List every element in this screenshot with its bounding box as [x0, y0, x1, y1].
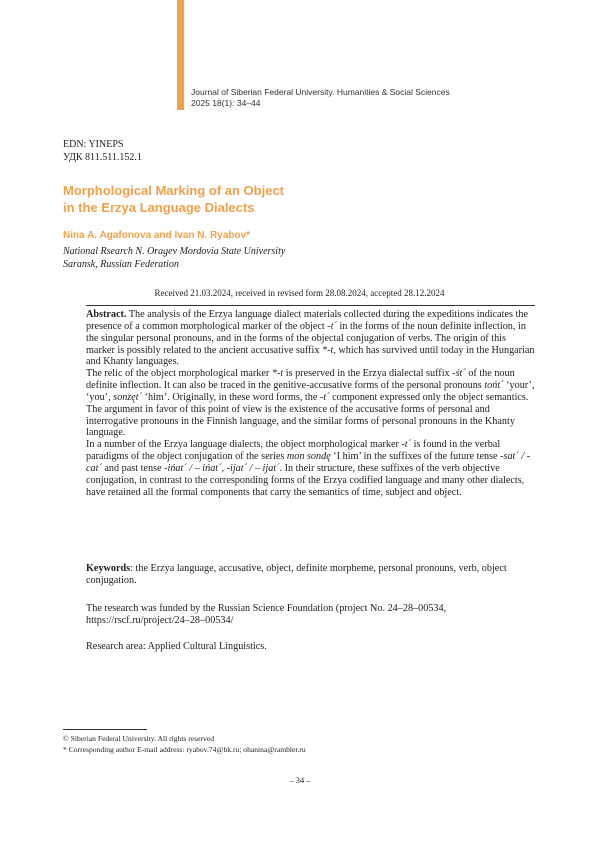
paper-title — [63, 182, 284, 216]
footnote-divider — [63, 729, 147, 730]
page-number: – 34 – — [289, 775, 311, 785]
journal-name: Journal of Siberian Federal University. Humanities & Social Sciences — [191, 87, 450, 97]
edn-code: EDN: YINEPS — [63, 139, 124, 150]
funding-statement: The research was funded by the Russian Science Foundation (project No. 24–28–00534, https://rscf.ru/project/24–28–00534/ — [86, 603, 447, 626]
header-accent-bar — [177, 0, 184, 110]
identifiers — [63, 138, 142, 164]
footnote-copyright: © Siberian Federal University. All rights reserved — [63, 734, 214, 743]
abstract-text: is preserved in the Erzya dialectal suffix — [283, 368, 453, 380]
abstract-paragraph-2 — [86, 368, 535, 439]
abstract-text: component expressed only the object semantics. The argument in favor of this point of view is the existence of the accusative forms of personal and interrogative pronouns in the Finnish language, and the similar forms of personal pronouns in the Khanty language. — [86, 391, 529, 439]
keywords-label: Keywords — [86, 563, 131, 574]
abstract-term: tońt´ — [484, 380, 504, 392]
authors: Nina A. Agafonova and Ivan N. Ryabov* — [63, 230, 251, 241]
keywords-text: : the Erzya language, accusative, object, definite morpheme, personal pronouns, verb, object conjugation. — [86, 563, 507, 586]
abstract-text: and past tense — [101, 462, 165, 474]
abstract-text: ‘him’. Originally, in these word forms, the — [142, 391, 320, 403]
footnote-corresponding-author: * Corresponding author E-mail address: ryabov.74@bk.ru; ohanina@rambler.ru — [63, 745, 306, 754]
abstract-text: ‘I him’ in the suffixes of the future tense — [330, 451, 501, 463]
abstract — [86, 309, 535, 499]
abstract-text: is found in the verbal paradigms of the object conjugation of the series — [86, 439, 501, 463]
abstract-term: *-t — [271, 368, 284, 380]
affiliation-institution: National Rsearch N. Oragev Mordovia State University — [63, 246, 286, 257]
abstract-term: mon sondę — [286, 451, 331, 463]
abstract-term: -sat´ / -cat´ — [86, 451, 531, 474]
abstract-term: -t´ — [327, 320, 337, 332]
abstract-term: -śt´ — [452, 368, 466, 380]
abstract-text: ‘your’, ‘you’, — [86, 380, 535, 403]
abstract-text: . In their structure, these suffixes of the verb objective conjugation, in contrast to the corresponding forms of the Erzya codified language and many other dialects, have retained all the formal components that carry the semantics of time, subject and object. — [86, 462, 525, 498]
abstract-text: in the forms of the noun definite inflection, in the singular personal pronouns, and in the forms of the objectal conjugation of verbs. The origin of this marker is possibly related to the ancient accusative suffix — [86, 320, 526, 356]
journal-issue: 2025 18(1): 34–44 — [191, 98, 261, 108]
abstract-term: -t´ — [319, 391, 330, 403]
paper-title-line1: Morphological Marking of an Object — [63, 183, 285, 198]
research-area: Research area: Applied Cultural Linguistics. — [86, 641, 267, 652]
paper-title-line2: in the Erzya Language Dialects — [63, 200, 255, 215]
received-dates: Received 21.03.2024, received in revised form 28.08.2024, accepted 28.12.2024 — [154, 288, 445, 298]
abstract-term: sonzęt´ — [113, 391, 143, 403]
affiliation — [63, 245, 285, 271]
abstract-term: -ińat´ / – ińat´, -ijat´ / – ijat´ — [164, 462, 280, 474]
udk-code: УДК 811.511.152.1 — [63, 152, 142, 163]
affiliation-location: Saransk, Russian Federation — [63, 259, 179, 270]
journal-header — [191, 87, 450, 109]
abstract-text: of the noun definite inflection. It can also be traced in the genitive-accusative forms of the personal pronouns — [86, 368, 515, 392]
abstract-text: The relic of the object morphological marker — [86, 368, 272, 380]
keywords — [86, 563, 535, 587]
abstract-text: The analysis of the Erzya language dialect materials collected during the expeditions indicates the presence of a common morphological marker of the object — [86, 309, 528, 332]
abstract-term: -t´ — [401, 439, 412, 451]
abstract-paragraph-1 — [86, 309, 535, 368]
abstract-term: *-t — [322, 344, 334, 356]
abstract-text: , which has survived until today in the Hungarian and Khanty languages. — [86, 344, 535, 368]
abstract-text: In a number of the Erzya language dialects, the object morphological marker — [86, 439, 402, 451]
abstract-divider — [86, 305, 535, 306]
abstract-label: Abstract. — [86, 309, 127, 320]
abstract-paragraph-3 — [86, 439, 535, 498]
